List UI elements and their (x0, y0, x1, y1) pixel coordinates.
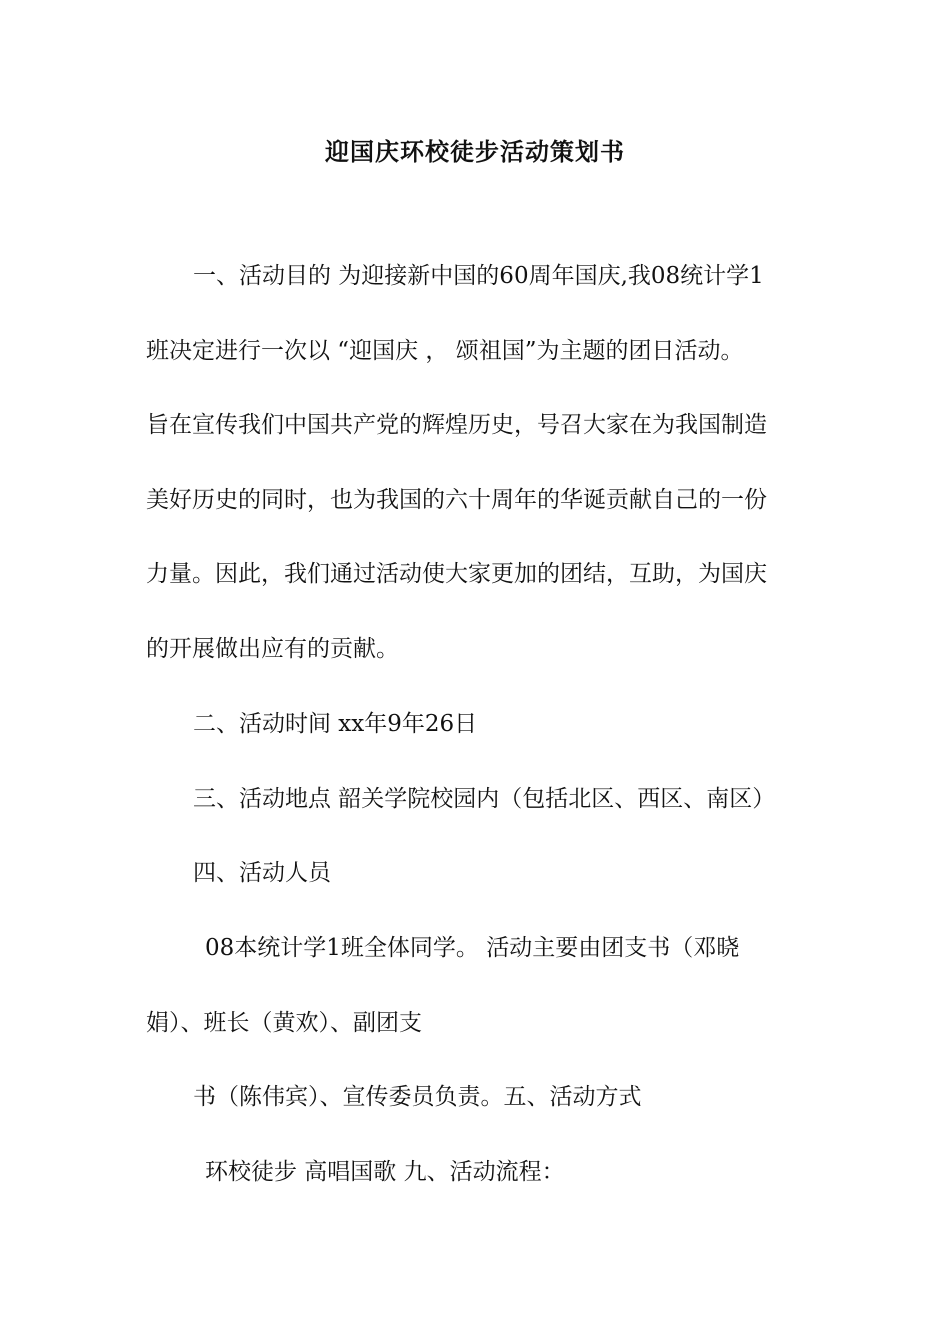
section-location: 三、活动地点 韶关学院校园内（包括北区、西区、南区） (193, 786, 776, 812)
personnel-line-1: 08本统计学1班全体同学。 活动主要由团支书（邓晓 (205, 935, 740, 961)
section-time: 二、活动时间 xx年9年26日 (193, 711, 478, 737)
personnel-line-2: 娟）、班长（黄欢）、副团支 (146, 1010, 422, 1036)
activity-method-line: 环校徒步 高唱国歌 九、活动流程： (205, 1159, 565, 1185)
paragraph-line-4: 美好历史的同时，也为我国的六十周年的华诞贡献自己的一份 (146, 487, 767, 513)
paragraph-line-6: 的开展做出应有的贡献。 (146, 636, 399, 662)
paragraph-line-2: 班决定进行一次以 “迎国庆 ， 颂祖国”为主题的团日活动。 (146, 338, 744, 364)
document-title: 迎国庆环校徒步活动策划书 (325, 137, 625, 166)
paragraph-line-1: 一、活动目的 为迎接新中国的60周年国庆,我08统计学1 (193, 263, 764, 289)
personnel-line-3: 书（陈伟宾）、宣传委员负责。五、活动方式 (193, 1084, 642, 1110)
section-personnel-heading: 四、活动人员 (193, 860, 331, 886)
paragraph-line-5: 力量。因此，我们通过活动使大家更加的团结，互助，为国庆 (146, 561, 767, 587)
paragraph-line-3: 旨在宣传我们中国共产党的辉煌历史，号召大家在为我国制造 (146, 412, 767, 438)
